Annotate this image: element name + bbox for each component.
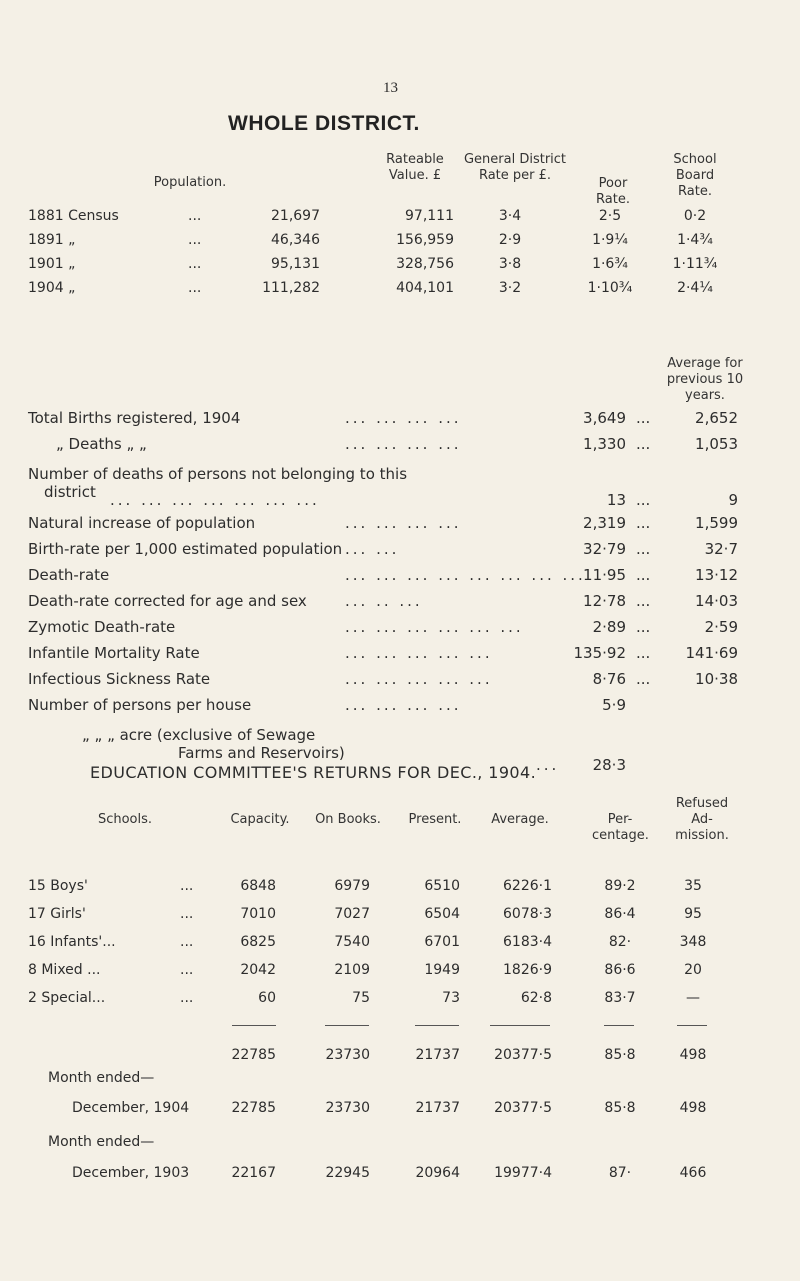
stat-value: 3,649 [583,409,626,427]
stat-separator: ... [636,592,651,610]
rule-capacity [232,1025,276,1026]
pop-row-population: 111,282 [262,280,320,296]
total-percentage: 85·8 [604,1047,636,1063]
page-number: 13 [383,80,398,96]
pop-row-dots: ... [188,208,202,224]
stat-value: 2,319 [583,514,626,532]
school-percentage: 83·7 [604,990,636,1006]
stat-average: 141·69 [685,644,738,662]
school-average: 62·8 [520,990,552,1006]
stat-dots: ... ... ... ... ... ... ... ... [345,566,586,584]
stat-label: Infectious Sickness Rate [28,670,211,688]
pop-row-label: 1901 „ [28,256,76,272]
stat-value: 32·79 [583,540,626,558]
stat-average: 14·03 [695,592,738,610]
header-capacity: Capacity. [230,812,290,827]
header-poor-rate: Poor Rate. [596,176,630,207]
school-name: 17 Girls' [28,906,86,922]
stat-label: „ Deaths „ „ [56,435,147,453]
stat-label: Natural increase of population [28,514,256,532]
pop-row-school: 0·2 [683,208,707,224]
stat-label: Number of persons per house [28,696,252,714]
dec-1904-average: 20377·5 [494,1100,552,1116]
stat-value: 13 [606,491,626,509]
stat-label-continued: Farms and Reservoirs) [178,744,345,762]
dec-1903-present: 20964 [415,1165,460,1181]
stat-separator: ... [636,566,651,584]
stat-value: 135·92 [573,644,626,662]
dec-1903-capacity: 22167 [231,1165,276,1181]
stat-dots: ... ... ... ... [345,514,462,532]
school-on-books: 7540 [334,934,370,950]
stat-average: 2,652 [695,409,738,427]
stat-separator: ... [636,670,651,688]
stat-separator: ... [636,514,651,532]
school-capacity: 6825 [240,934,276,950]
pop-row-rateable: 404,101 [396,280,454,296]
school-name: 2 Special... [28,990,106,1006]
stat-label: Death-rate [28,566,110,584]
school-dots: ... [180,906,194,922]
dec-1904-percentage: 85·8 [604,1100,636,1116]
pop-row-population: 21,697 [271,208,320,224]
school-percentage: 82· [608,934,632,950]
stat-value: 28·3 [592,756,626,774]
header-schools: Schools. [97,812,153,827]
page-title: WHOLE DISTRICT. [228,112,420,135]
school-percentage: 89·2 [604,878,636,894]
rule-average [490,1025,550,1026]
dec-1904-capacity: 22785 [231,1100,276,1116]
stat-average: 9 [728,491,738,509]
header-rateable: Rateable Value. £ [386,152,444,183]
total-capacity: 22785 [231,1047,276,1063]
school-average: 6183·4 [503,934,552,950]
dec-1903-average: 19977·4 [494,1165,552,1181]
stat-separator: ... [636,540,651,558]
stat-label: Number of deaths of persons not belonging to this [28,465,408,483]
stat-value: 1,330 [583,435,626,453]
stat-separator: ... [636,491,651,509]
pop-row-poor: 1·10¾ [587,280,633,296]
school-on-books: 2109 [334,962,370,978]
pop-row-school: 1·11¾ [672,256,718,272]
school-refused: 95 [684,906,702,922]
stat-separator: ... [636,435,651,453]
stat-average: 10·38 [695,670,738,688]
stat-dots: ... ... ... ... [345,696,462,714]
stat-dots: ... ... ... ... ... ... [345,618,524,636]
dec-1904-present: 21737 [415,1100,460,1116]
header-on-books: On Books. [315,812,381,827]
stat-label: „ „ „ acre (exclusive of Sewage [82,726,316,744]
total-present: 21737 [415,1047,460,1063]
rule-on-books [325,1025,369,1026]
header-percentage: Per- centage. [592,812,649,843]
dec-1903-label: December, 1903 [72,1165,190,1181]
total-on-books: 23730 [325,1047,370,1063]
pop-row-dots: ... [188,232,202,248]
school-on-books: 6979 [334,878,370,894]
school-capacity: 7010 [240,906,276,922]
stat-average: 1,599 [695,514,738,532]
school-dots: ... [180,990,194,1006]
stat-average: 2·59 [704,618,738,636]
pop-row-rateable: 328,756 [396,256,454,272]
school-capacity: 60 [258,990,276,1006]
stat-dots: ... ... ... ... [345,435,462,453]
stat-separator: ... [636,618,651,636]
stat-dots: ... ... ... ... [345,409,462,427]
pop-row-label: 1904 „ [28,280,76,296]
school-refused: 35 [684,878,702,894]
school-average: 6078·3 [503,906,552,922]
stat-label: Infantile Mortality Rate [28,644,200,662]
stat-label-continued: district [44,483,96,501]
stat-label: Total Births registered, 1904 [28,409,241,427]
pop-row-school: 1·4¾ [677,232,713,248]
stat-dots: ... ... [345,540,400,558]
school-present: 73 [442,990,460,1006]
header-average-previous: Average for previous 10 years. [666,356,744,403]
rule-refused [677,1025,707,1026]
pop-row-poor: 1·9¼ [592,232,628,248]
dec-1904-refused: 498 [679,1100,707,1116]
pop-row-dots: ... [188,280,202,296]
rule-percentage [604,1025,634,1026]
pop-row-general: 2·9 [498,232,522,248]
header-refused: Refused Ad- mission. [675,796,729,843]
school-refused: 20 [684,962,702,978]
stat-average: 13·12 [695,566,738,584]
stat-value: 8·76 [592,670,626,688]
stat-value: 5·9 [602,696,626,714]
school-name: 8 Mixed ... [28,962,101,978]
school-present: 6504 [424,906,460,922]
pop-row-poor: 1·6¾ [592,256,628,272]
header-population: Population. [153,175,227,190]
school-present: 6510 [424,878,460,894]
header-average: Average. [491,812,549,827]
school-refused: — [686,990,700,1006]
total-refused: 498 [679,1047,707,1063]
school-present: 6701 [424,934,460,950]
education-title: EDUCATION COMMITTEE'S RETURNS FOR DEC., 1904. [90,763,537,782]
school-percentage: 86·4 [604,906,636,922]
header-present: Present. [408,812,462,827]
stat-separator: ... [636,644,651,662]
school-average: 6226·1 [503,878,552,894]
pop-row-poor: 2·5 [598,208,622,224]
dec-1903-refused: 466 [679,1165,707,1181]
stat-value: 11·95 [583,566,626,584]
pop-row-rateable: 97,111 [405,208,454,224]
stat-dots: ... [536,756,560,774]
stat-label: Zymotic Death-rate [28,618,176,636]
pop-row-population: 95,131 [271,256,320,272]
pop-row-general: 3·2 [498,280,522,296]
pop-row-label: 1881 Census [28,208,119,224]
pop-row-dots: ... [188,256,202,272]
school-average: 1826·9 [503,962,552,978]
school-present: 1949 [424,962,460,978]
header-school-rate: School Board Rate. [673,152,717,199]
school-name: 15 Boys' [28,878,88,894]
stat-value: 12·78 [583,592,626,610]
pop-row-general: 3·8 [498,256,522,272]
pop-row-rateable: 156,959 [396,232,454,248]
dec-1903-on-books: 22945 [325,1165,370,1181]
school-name: 16 Infants'... [28,934,116,950]
stat-label: Death-rate corrected for age and sex [28,592,307,610]
school-dots: ... [180,934,194,950]
pop-row-school: 2·4¼ [677,280,713,296]
stat-dots: ... ... ... ... ... ... ... [110,491,320,509]
pop-row-general: 3·4 [498,208,522,224]
school-capacity: 6848 [240,878,276,894]
stat-dots: ... ... ... ... ... [345,670,493,688]
dec-1904-label: December, 1904 [72,1100,190,1116]
school-percentage: 86·6 [604,962,636,978]
school-dots: ... [180,878,194,894]
stat-value: 2·89 [592,618,626,636]
total-average: 20377·5 [494,1047,552,1063]
stat-average: 32·7 [704,540,738,558]
school-dots: ... [180,962,194,978]
stat-label: Birth-rate per 1,000 estimated population [28,540,343,558]
rule-present [415,1025,459,1026]
pop-row-label: 1891 „ [28,232,76,248]
stat-average: 1,053 [695,435,738,453]
month-ended-label-1904: Month ended— [48,1070,155,1086]
stat-separator: ... [636,409,651,427]
header-general-rate: General District Rate per £. [463,152,567,183]
stat-dots: ... ... ... ... ... [345,644,493,662]
school-on-books: 75 [352,990,370,1006]
school-on-books: 7027 [334,906,370,922]
school-refused: 348 [679,934,707,950]
pop-row-population: 46,346 [271,232,320,248]
dec-1904-on-books: 23730 [325,1100,370,1116]
stat-dots: ... .. ... [345,592,423,610]
school-capacity: 2042 [240,962,276,978]
dec-1903-percentage: 87· [608,1165,632,1181]
month-ended-label-1903: Month ended— [48,1134,155,1150]
